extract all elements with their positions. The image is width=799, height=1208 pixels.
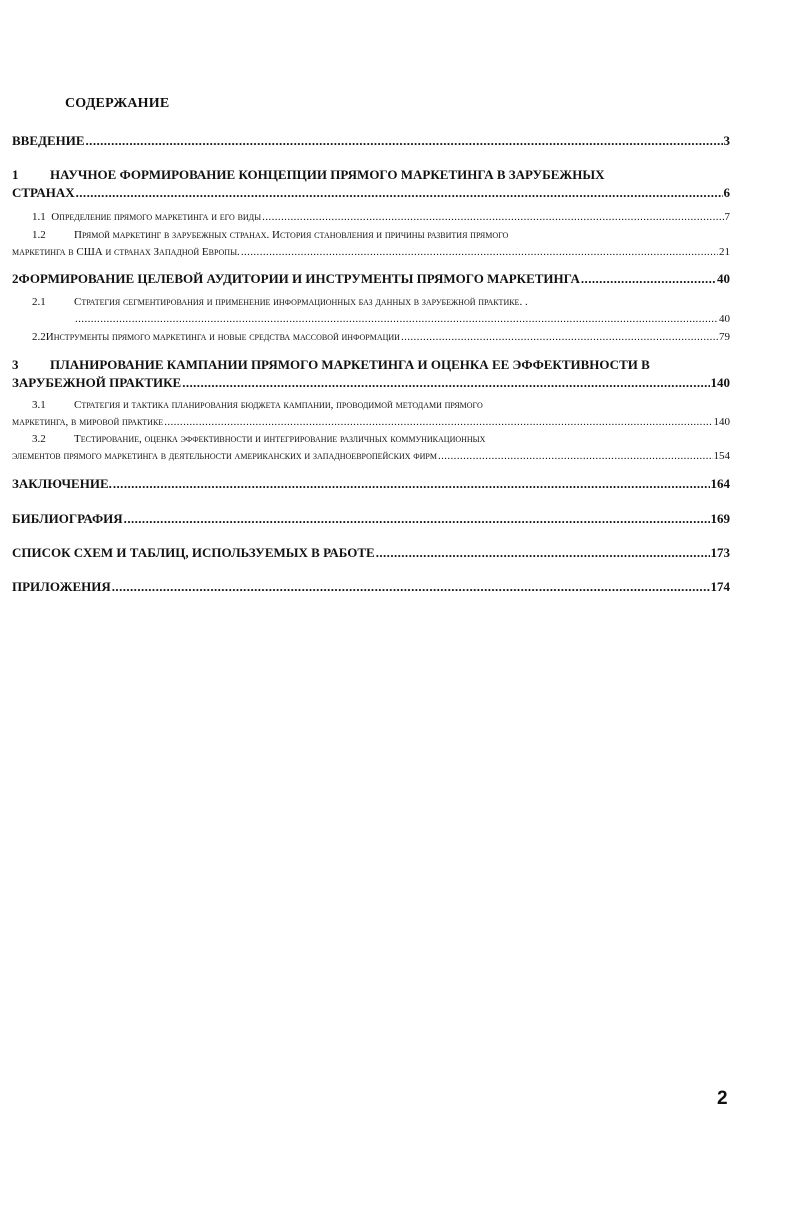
dot-leader [112, 579, 710, 595]
toc-page-number: 164 [710, 476, 730, 491]
dot-leader [182, 375, 709, 391]
toc-entry-label: ПРИЛОЖЕНИЯ [12, 579, 111, 594]
section-title-line1: Прямой маркетинг в зарубежных странах. История становления и причины развития прямого [74, 229, 509, 241]
toc-page-number: 3 [723, 133, 730, 148]
toc-title: СОДЕРЖАНИЕ [65, 96, 170, 111]
section-number: 3.2 [32, 433, 46, 445]
toc-entry-label: ЗАКЛЮЧЕНИЕ. [12, 476, 112, 491]
section-number: 3.1 [32, 399, 46, 411]
toc-entry-appendices[interactable] [12, 579, 730, 595]
section-number: 1.2 [32, 229, 46, 241]
toc-page-number: 169 [710, 511, 730, 526]
dot-leader [76, 185, 723, 201]
section-title-line1: Стратегия и тактика планирования бюджета кампании, проводимой методами прямого [74, 399, 483, 411]
toc-page-number: 173 [710, 545, 730, 560]
toc-entry-label: ВВЕДЕНИЕ [12, 133, 85, 148]
toc-entry-conclusion[interactable] [12, 476, 730, 492]
toc-entry-chapter-1[interactable] [12, 185, 730, 201]
dot-leader [376, 545, 710, 561]
toc-entry-schemes[interactable] [12, 545, 730, 561]
toc-chapter-1-heading[interactable] [12, 167, 730, 183]
dot-leader [124, 511, 710, 527]
toc-entry-3-1[interactable] [12, 416, 730, 428]
dot-leader [438, 450, 713, 462]
toc-page-number: 154 [713, 450, 730, 462]
page-number: 2 [717, 1088, 728, 1109]
section-title: Инструменты прямого маркетинга и новые средства массовой информации [45, 331, 400, 343]
section-title-line2: маркетинга, в мировой практике [12, 416, 164, 428]
section-title-line1: Тестирование, оценка эффективности и интегрирование различных коммуникационных [74, 433, 486, 445]
dot-leader [113, 476, 710, 492]
chapter-title-line1: ПЛАНИРОВАНИЕ КАМПАНИИ ПРЯМОГО МАРКЕТИНГА И ОЦЕНКА ЕЕ ЭФФЕКТИВНОСТИ В [50, 357, 650, 372]
toc-entry-2-2[interactable] [32, 331, 730, 343]
toc-page-number: 174 [710, 579, 730, 594]
dot-leader [401, 331, 718, 343]
toc-entry-3-2-line1[interactable] [32, 433, 730, 445]
chapter-number: 3 [12, 357, 19, 372]
toc-entry-3-1-line1[interactable] [32, 399, 730, 411]
toc-entry-1-1[interactable] [32, 211, 730, 223]
toc-page-number: 140 [710, 375, 730, 390]
toc-entry-1-2[interactable] [12, 246, 730, 258]
toc-entry-3-2[interactable] [12, 450, 730, 462]
chapter-number: 2 [12, 271, 19, 286]
dot-leader [75, 313, 718, 325]
dot-leader [241, 246, 718, 258]
toc-page-number: 40 [717, 271, 730, 286]
toc-page-number: 40 [719, 313, 730, 325]
toc-page-number: 21 [719, 246, 730, 258]
chapter-title-line1: НАУЧНОЕ ФОРМИРОВАНИЕ КОНЦЕПЦИИ ПРЯМОГО МАРКЕТИНГА В ЗАРУБЕЖНЫХ [50, 167, 605, 182]
chapter-number: 1 [12, 167, 19, 182]
section-title-line2: маркетинга в США и странах Западной Европы. [12, 246, 240, 258]
section-number: 1.1 [32, 211, 46, 223]
toc-page-number: 140 [713, 416, 730, 428]
section-title: Стратегия сегментирования и применение информационных баз данных в зарубежной практике. . [74, 296, 528, 308]
toc-page-number: 7 [724, 211, 730, 223]
dot-leader [164, 416, 712, 428]
chapter-title: ФОРМИРОВАНИЕ ЦЕЛЕВОЙ АУДИТОРИИ И ИНСТРУМЕНТЫ ПРЯМОГО МАРКЕТИНГА [18, 271, 580, 286]
chapter-title-line2: ЗАРУБЕЖНОЙ ПРАКТИКЕ [12, 375, 182, 390]
section-title-line2: элементов прямого маркетинга в деятельности американских и западноевропейских фирм [12, 450, 437, 462]
toc-entry-chapter-3[interactable] [12, 375, 730, 391]
toc-entry-bibliography[interactable] [12, 511, 730, 527]
dot-leader [262, 211, 723, 223]
section-title: Определение прямого маркетинга и его виды [51, 211, 262, 223]
toc-entry-label: БИБЛИОГРАФИЯ [12, 511, 123, 526]
dot-leader [581, 271, 716, 287]
dot-leader [86, 133, 723, 149]
toc-entry-intro[interactable] [12, 133, 730, 149]
toc-page-number: 79 [719, 331, 730, 343]
toc-entry-2-1[interactable] [74, 313, 730, 325]
section-number: 2.2 [32, 331, 46, 343]
toc-page-number: 6 [723, 185, 730, 200]
toc-entry-label: СПИСОК СХЕМ И ТАБЛИЦ, ИСПОЛЬЗУЕМЫХ В РАБОТЕ [12, 545, 375, 560]
chapter-title-line2: СТРАНАХ [12, 185, 75, 200]
toc-chapter-3-heading[interactable] [12, 357, 730, 373]
toc-entry-chapter-2[interactable] [12, 271, 730, 287]
toc-entry-1-2-line1[interactable] [32, 229, 730, 241]
section-number: 2.1 [32, 296, 46, 308]
toc-entry-2-1-line1[interactable] [32, 296, 730, 308]
